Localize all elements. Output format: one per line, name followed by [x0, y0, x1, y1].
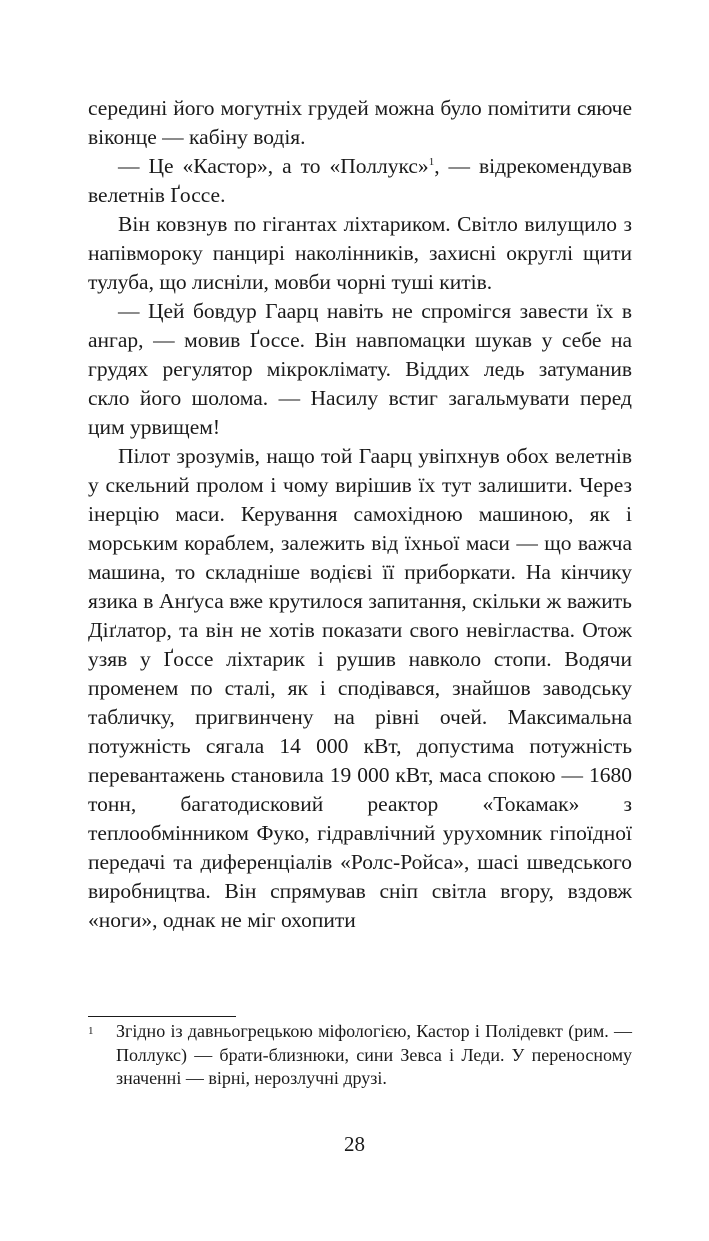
footnote-divider [88, 1016, 236, 1017]
footnote-text: Згідно із давньогрецькою міфологією, Кастор і Полідевкт (рим. — Поллукс) — брати-близнюки, сини Зевса і Леди. У переносному значенні — вірні, нерозлучні друзі. [116, 1021, 632, 1088]
paragraph-2 [88, 152, 632, 210]
paragraph-2-part-a: — Це «Кастор», а то «Поллукс» [118, 154, 429, 178]
footnote-mark: 1 [88, 1025, 94, 1037]
paragraph-2-part-b: , — відрекомендував велетнів Ґоссе. [88, 154, 632, 207]
paragraph-3: Він ковзнув по гігантах ліхтариком. Світло вилущило з напівмороку панцирі наколінників, захисні округлі щити тулуба, що лисніли, мовби чорні туші китів. [88, 212, 632, 294]
footnote-reference[interactable]: 1 [428, 155, 435, 168]
paragraph-5: Пілот зрозумів, нащо той Гаарц увіпхнув обох велетнів у скельний пролом і чому вирішив їх тут залишити. Через інерцію маси. Керування самохідною машиною, як і морським кораблем, залежить від їхньої маси — що важча машина, то складніше водієві її приборкати. На кінчику язика в Анґуса вже крутилося запитання, скільки ж важить Діґлатор, та він не хотів показати свого невігластва. Отож узяв у Ґоссе ліхтарик і рушив навколо стопи. Водячи променем по сталі, як і сподівався, знайшов заводську табличку, пригвинчену на рівні очей. Максимальна потужність сягала 14 000 кВт, допустима потужність перевантажень становила 19 000 кВт, маса спокою — 1680 тонн, багатодисковий реактор «Токамак» з теплообмінником Фуко, гідравлічний урухомник гіпоїдної передачі та диференціалів «Ролс-Ройса», шасі шведського виробництва. Він спрямував сніп світла вгору, вздовж «ноги», однак не міг охопити [88, 444, 632, 932]
footnote [88, 1020, 632, 1091]
paragraph-1: середині його могутніх грудей можна було помітити сяюче віконце — кабіну водія. [88, 96, 632, 149]
main-text [88, 94, 632, 935]
page-number: 28 [344, 1132, 365, 1156]
paragraph-4: — Цей бовдур Гаарц навіть не спромігся завести їх в ангар, — мовив Ґоссе. Він навпомацки шукав у себе на грудях регулятор мікроклімату. Віддих ледь затуманив скло його шолома. — Насилу встиг загальмувати перед цим урвищем! [88, 299, 632, 439]
